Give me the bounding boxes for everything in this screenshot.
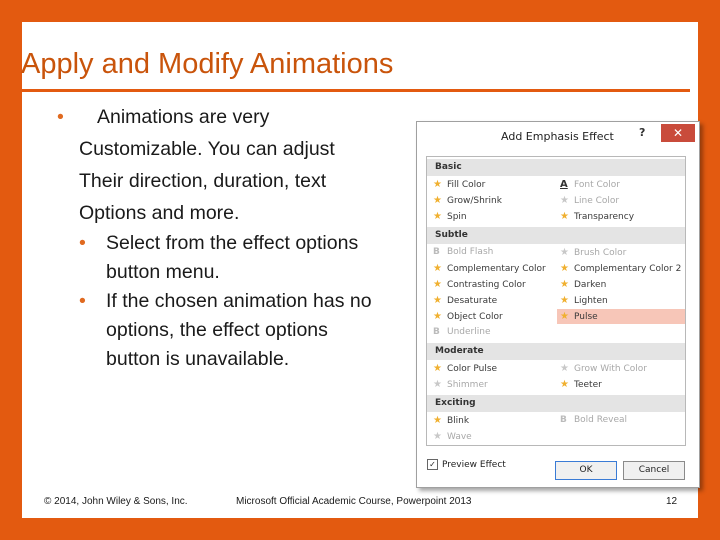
star-icon: ★ — [433, 295, 442, 306]
font-letter-icon: A — [560, 179, 568, 190]
slide-body — [57, 101, 387, 374]
effect-color-pulse[interactable]: ★ Color Pulse — [433, 363, 498, 374]
effect-darken[interactable]: ★ Darken — [560, 279, 607, 290]
bullet-marker: • — [57, 106, 64, 128]
bullet-1-line-1 — [57, 101, 387, 133]
star-icon: ★ — [433, 415, 442, 426]
star-icon: ★ — [560, 195, 569, 206]
preview-effect-checkbox[interactable] — [427, 459, 506, 470]
star-icon: ★ — [433, 379, 442, 390]
footer-page-number: 12 — [666, 496, 678, 507]
star-icon: ★ — [560, 247, 569, 258]
bullet-2-text: Select from the effect options button menu. — [106, 232, 359, 283]
effect-lighten[interactable]: ★ Lighten — [560, 295, 608, 306]
bullet-3 — [0, 287, 387, 374]
ok-button[interactable]: OK — [555, 461, 617, 480]
effect-complementary-color[interactable]: ★ Complementary Color — [433, 263, 546, 274]
effect-complementary-color-2[interactable]: ★ Complementary Color 2 — [560, 263, 682, 274]
star-icon: ★ — [433, 263, 442, 274]
effect-spin[interactable]: ★ Spin — [433, 211, 467, 222]
section-subtle: Subtle — [427, 227, 685, 244]
star-icon: ★ — [560, 379, 569, 390]
checkmark-icon[interactable]: ✓ — [427, 459, 438, 470]
bullet-1-text-4: Options and more. — [79, 202, 240, 224]
effect-blink[interactable]: ★ Blink — [433, 415, 470, 426]
effect-font-color[interactable]: A Font Color — [560, 179, 620, 190]
bullet-3-text: If the chosen animation has no options, the effect options button is unavailable. — [106, 290, 372, 370]
section-basic: Basic — [427, 159, 685, 176]
effect-underline[interactable]: B Underline — [433, 325, 490, 340]
effect-bold-reveal[interactable]: B Bold Reveal — [560, 413, 627, 428]
star-icon: ★ — [433, 279, 442, 290]
effect-desaturate[interactable]: ★ Desaturate — [433, 295, 498, 306]
footer-copyright: © 2014, John Wiley & Sons, Inc. — [44, 496, 188, 507]
bullet-1-line-2 — [0, 133, 387, 165]
bullet-marker: • — [79, 232, 86, 254]
effect-grow-with-color[interactable]: ★ Grow With Color — [560, 363, 647, 374]
title-divider — [20, 89, 690, 92]
help-button[interactable]: ? — [639, 126, 646, 139]
footer-course: Microsoft Official Academic Course, Powerpoint 2013 — [236, 496, 472, 507]
star-icon: ★ — [433, 195, 442, 206]
effect-wave[interactable]: ★ Wave — [433, 431, 472, 442]
section-moderate: Moderate — [427, 343, 685, 360]
effect-shimmer[interactable]: ★ Shimmer — [433, 379, 488, 390]
effect-contrasting-color[interactable]: ★ Contrasting Color — [433, 279, 526, 290]
effect-pulse[interactable]: ★ Pulse — [557, 309, 685, 324]
star-icon: ★ — [560, 311, 569, 322]
star-icon: ★ — [433, 431, 442, 442]
bold-letter-icon: B — [433, 327, 440, 337]
effect-teeter[interactable]: ★ Teeter — [560, 379, 602, 390]
star-icon: ★ — [433, 179, 442, 190]
close-button[interactable]: ✕ — [661, 124, 695, 142]
star-icon: ★ — [560, 263, 569, 274]
bullet-1-text-1: Animations are very — [97, 106, 270, 128]
bullet-1-line-4 — [0, 197, 387, 229]
effect-object-color[interactable]: ★ Object Color — [433, 311, 503, 322]
bullet-1-text-3: Their direction, duration, text — [79, 170, 327, 192]
effect-transparency[interactable]: ★ Transparency — [560, 211, 635, 222]
star-icon: ★ — [560, 295, 569, 306]
bullet-1-line-3 — [0, 165, 387, 197]
bullet-1-text-2: Customizable. You can adjust — [79, 138, 335, 160]
effect-list[interactable] — [426, 156, 686, 446]
star-icon: ★ — [433, 211, 442, 222]
effect-fill-color[interactable]: ★ Fill Color — [433, 179, 486, 190]
star-icon: ★ — [433, 363, 442, 374]
dialog-title: Add Emphasis Effect — [501, 130, 614, 143]
section-exciting: Exciting — [427, 395, 685, 412]
bold-letter-icon: B — [560, 415, 567, 425]
preview-effect-label: Preview Effect — [442, 460, 506, 470]
star-icon: ★ — [560, 363, 569, 374]
star-icon: ★ — [560, 211, 569, 222]
effect-bold-flash[interactable]: B Bold Flash — [433, 245, 493, 260]
bullet-2 — [0, 229, 387, 287]
effect-grow-shrink[interactable]: ★ Grow/Shrink — [433, 195, 502, 206]
bold-letter-icon: B — [433, 247, 440, 257]
effect-line-color[interactable]: ★ Line Color — [560, 195, 620, 206]
add-emphasis-effect-dialog — [416, 121, 700, 488]
effect-brush-color[interactable]: ★ Brush Color — [560, 247, 627, 258]
slide-title: Apply and Modify Animations — [21, 48, 394, 80]
cancel-button[interactable]: Cancel — [623, 461, 685, 480]
star-icon: ★ — [433, 311, 442, 322]
star-icon: ★ — [560, 279, 569, 290]
bullet-marker: • — [79, 290, 86, 312]
